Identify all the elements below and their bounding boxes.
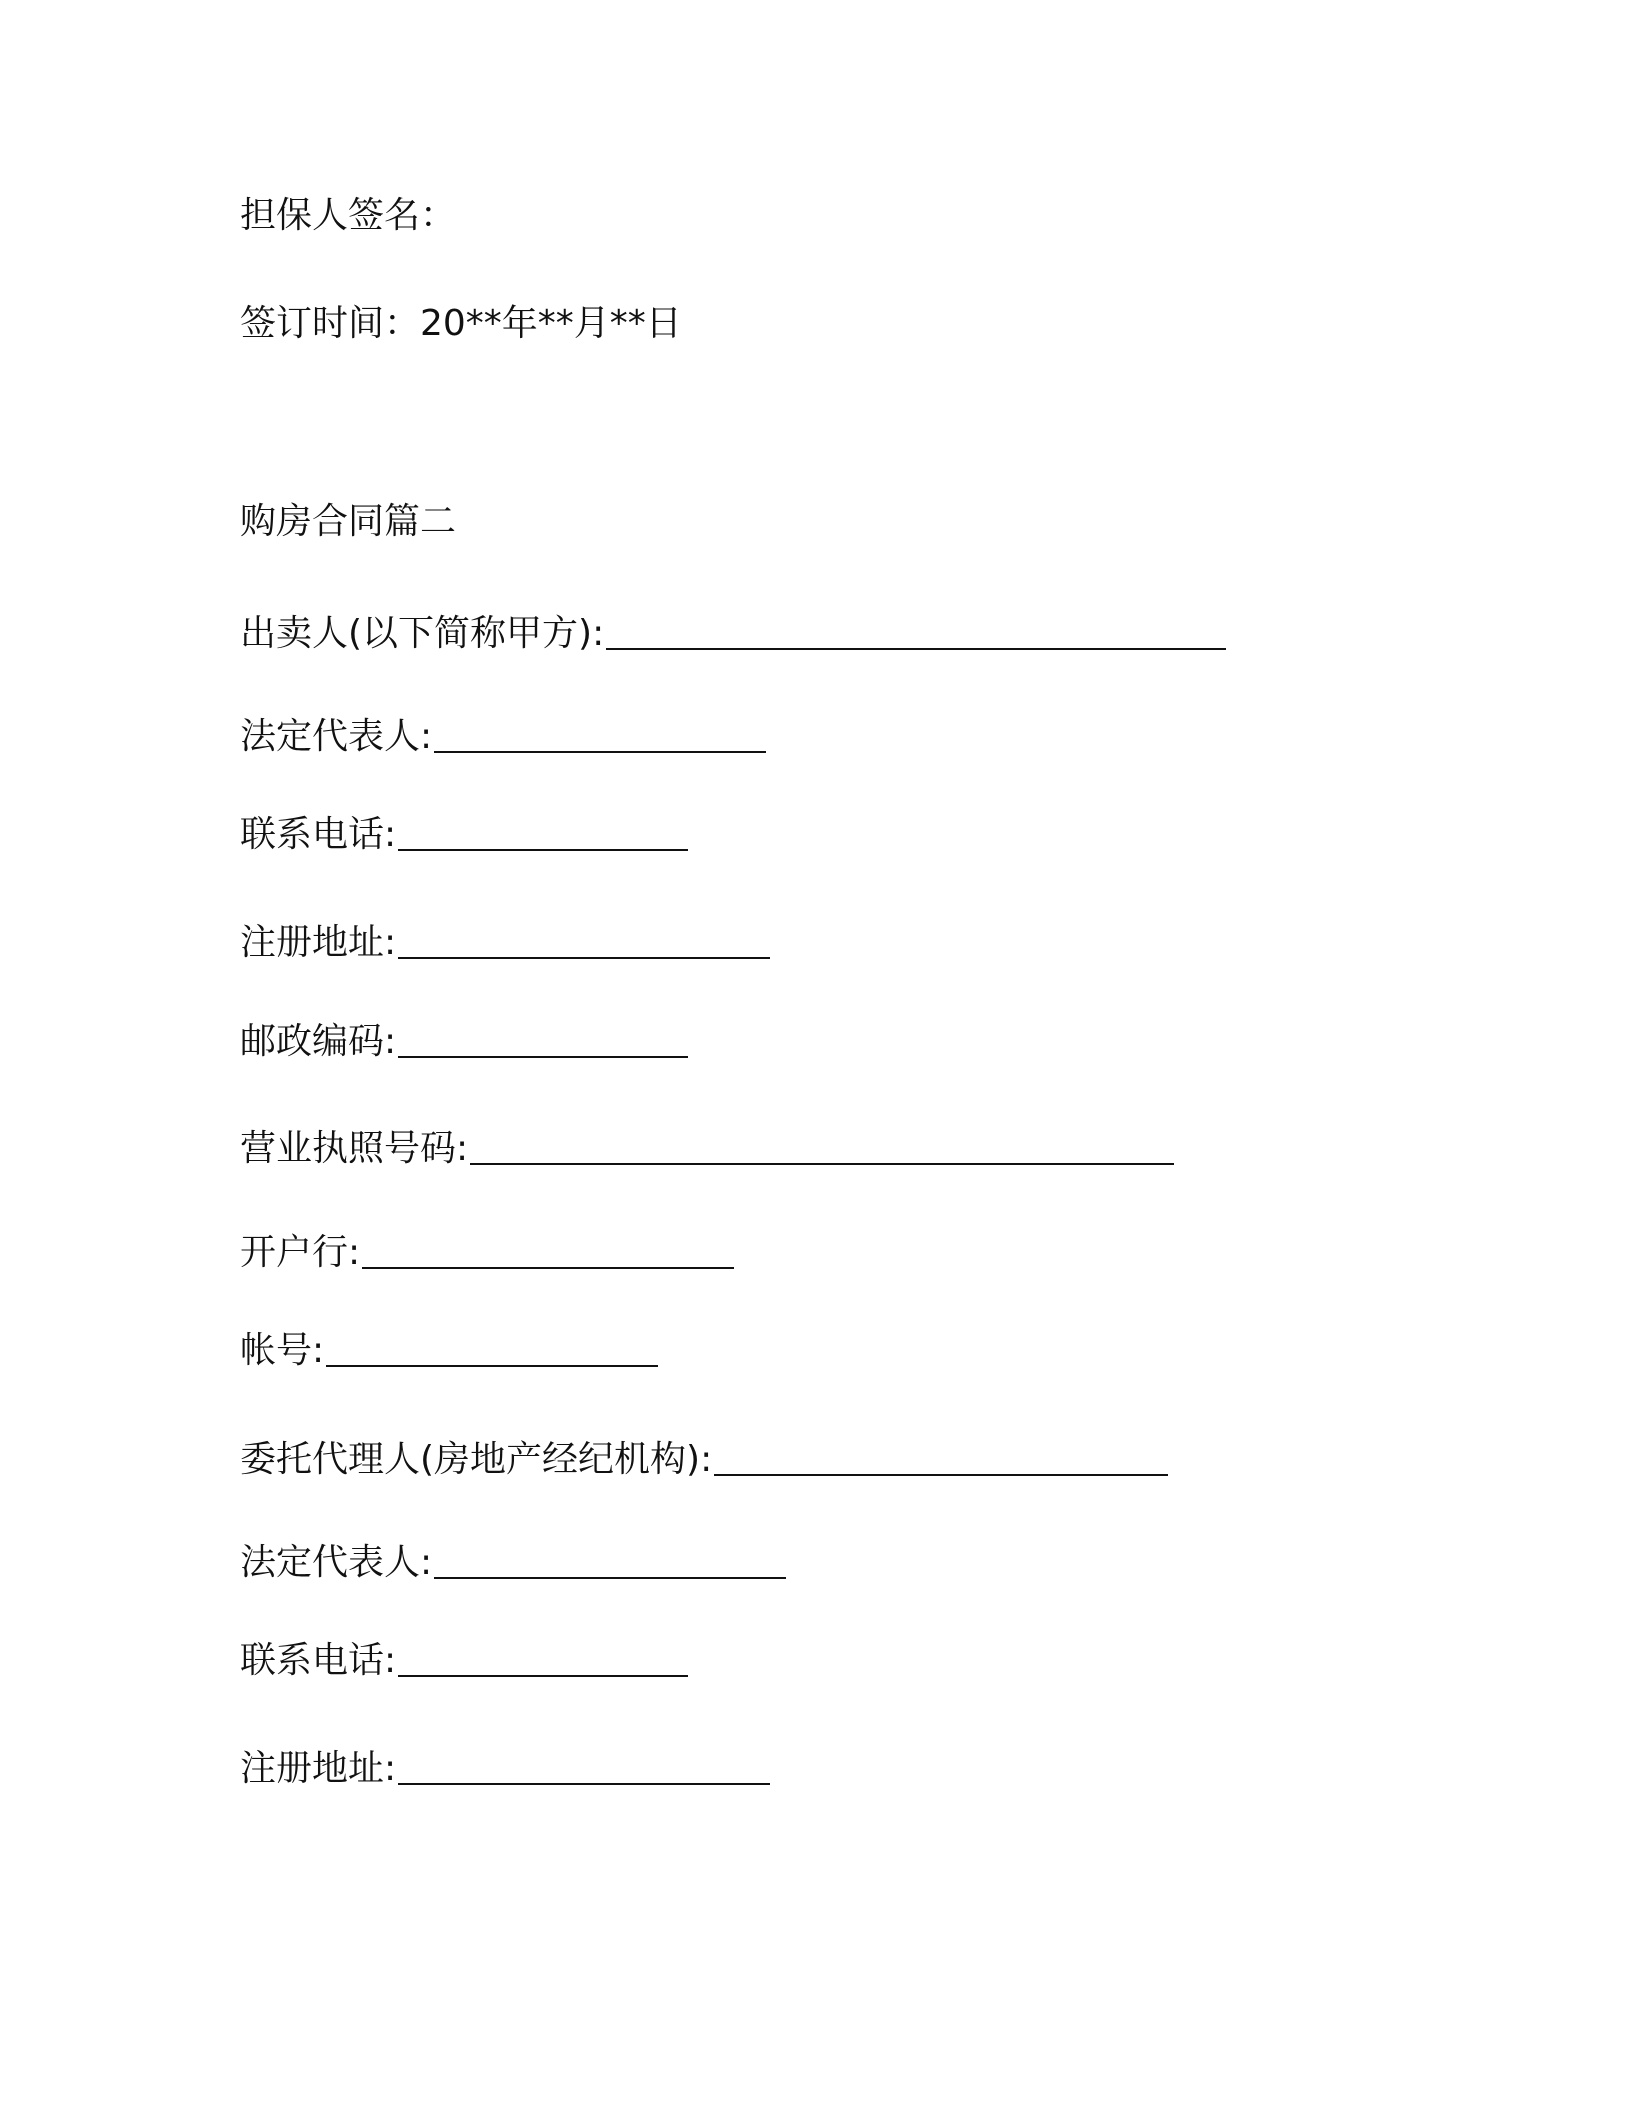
- sign-date-text: 签订时间：20**年**月**日: [240, 303, 682, 344]
- seller-label: 出卖人(以下简称甲方):: [240, 613, 605, 654]
- section-title-text: 购房合同篇二: [240, 501, 457, 542]
- sign-date-line: [240, 302, 682, 346]
- address-label-2: 注册地址:: [240, 1748, 397, 1789]
- address-field-1: [240, 921, 770, 965]
- guarantor-signature-label: 担保人签名：: [240, 195, 457, 236]
- agent-label: 委托代理人(房地产经纪机构):: [240, 1439, 713, 1480]
- phone-blank-1: [398, 819, 688, 851]
- address-label-1: 注册地址:: [240, 922, 397, 963]
- agent-field: [240, 1438, 1168, 1482]
- legal-rep-label-2: 法定代表人:: [240, 1542, 433, 1583]
- legal-rep-blank-2: [434, 1547, 786, 1579]
- seller-field: [240, 612, 1226, 656]
- phone-label-1: 联系电话:: [240, 814, 397, 855]
- seller-blank: [606, 618, 1226, 650]
- license-label: 营业执照号码:: [240, 1128, 469, 1169]
- postcode-label: 邮政编码:: [240, 1021, 397, 1062]
- account-blank: [326, 1335, 658, 1367]
- bank-label: 开户行:: [240, 1232, 361, 1273]
- account-label: 帐号:: [240, 1330, 325, 1371]
- address-blank-2: [398, 1753, 770, 1785]
- legal-rep-field-2: [240, 1541, 786, 1585]
- license-field: [240, 1127, 1174, 1171]
- legal-rep-blank-1: [434, 721, 766, 753]
- bank-blank: [362, 1237, 734, 1269]
- phone-field-1: [240, 813, 688, 857]
- section-title: [240, 500, 456, 544]
- legal-rep-label-1: 法定代表人:: [240, 716, 433, 757]
- address-blank-1: [398, 927, 770, 959]
- license-blank: [470, 1133, 1174, 1165]
- address-field-2: [240, 1747, 770, 1791]
- postcode-field: [240, 1020, 688, 1064]
- phone-label-2: 联系电话:: [240, 1640, 397, 1681]
- agent-blank: [714, 1444, 1168, 1476]
- postcode-blank: [398, 1026, 688, 1058]
- phone-blank-2: [398, 1645, 688, 1677]
- legal-rep-field-1: [240, 715, 766, 759]
- account-field: [240, 1329, 658, 1373]
- guarantor-signature-line: [240, 194, 456, 238]
- bank-field: [240, 1231, 734, 1275]
- phone-field-2: [240, 1639, 688, 1683]
